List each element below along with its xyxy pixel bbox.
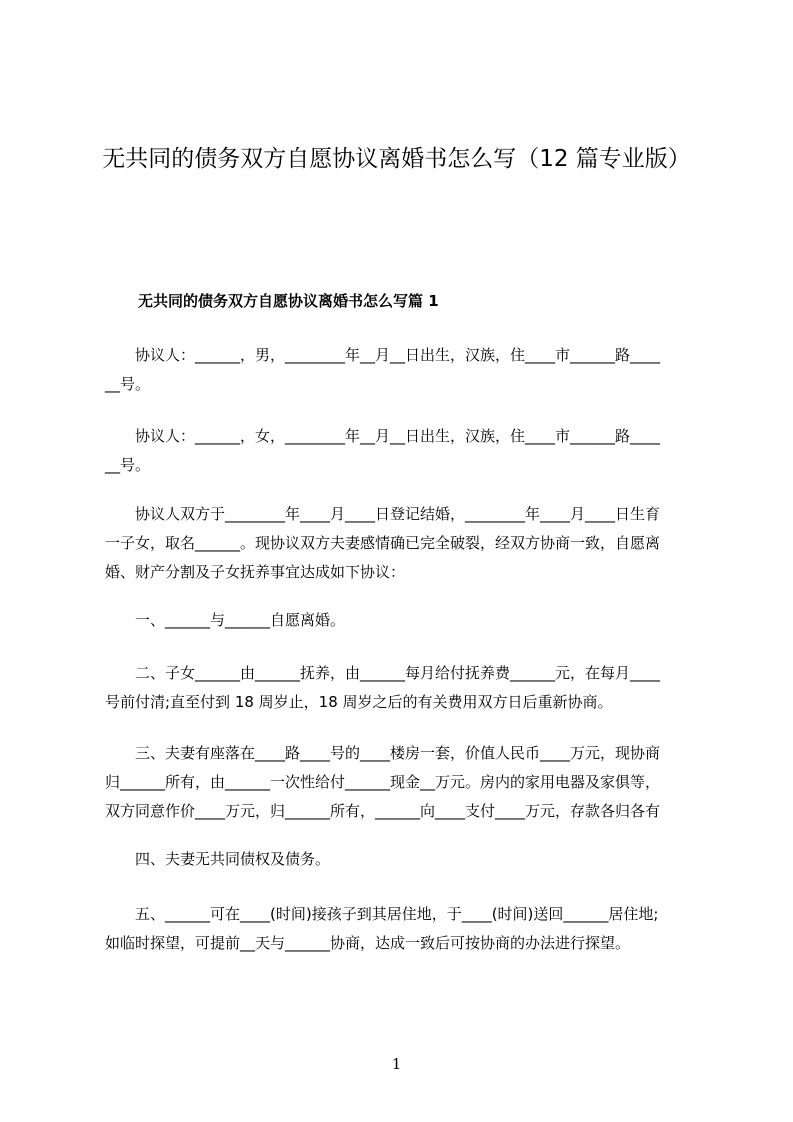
paragraph-line: 三、夫妻有座落在____路____号的____楼房一套，价值人民币____万元，现协商 <box>105 744 661 762</box>
paragraph-line: 一子女，取名______。现协议双方夫妻感情确已完全破裂，经双方协商一致，自愿离 <box>105 534 661 552</box>
paragraph-marriage-info <box>105 500 705 587</box>
paragraph-line: 如临时探望，可提前__天与______协商，达成一致后可按协商的办法进行探望。 <box>105 934 631 952</box>
paragraph-party-female <box>105 422 705 480</box>
paragraph-line: 号前付清;直至付到 18 周岁止，18 周岁之后的有关费用双方日后重新协商。 <box>105 693 613 711</box>
paragraph-line: 协议人：______，女，________年__月__日出生，汉族，住____市______路____ <box>105 427 661 445</box>
clause-5-visitation <box>105 900 705 958</box>
page-number: 1 <box>391 1055 402 1073</box>
clause-3-property <box>105 739 705 826</box>
paragraph-line: __号。 <box>105 456 151 474</box>
page-title: 无共同的债务双方自愿协议离婚书怎么写（12 篇专业版） <box>102 146 691 172</box>
paragraph-line: 协议人：______，男，________年__月__日出生，汉族，住____市______路____ <box>105 346 661 364</box>
paragraph-line: 二、子女______由______抚养，由______每月给付抚养费______元，在每月____ <box>105 664 661 682</box>
clause-1-divorce <box>105 606 705 635</box>
paragraph-line: 婚、财产分割及子女抚养事宜达成如下协议： <box>105 563 406 581</box>
clause-2-child-support <box>105 659 705 717</box>
paragraph-party-male <box>105 341 705 399</box>
clause-4-debts <box>105 845 705 874</box>
paragraph-line: __号。 <box>105 375 151 393</box>
paragraph-line: 协议人双方于________年____月____日登记结婚，________年____月____日生育 <box>105 505 661 523</box>
paragraph-line: 四、夫妻无共同债权及债务。 <box>105 850 331 868</box>
paragraph-line: 双方同意作价____万元，归______所有，______向____支付____万元，存款各归各有 <box>105 802 661 820</box>
section-heading: 无共同的债务双方自愿协议离婚书怎么写篇 1 <box>138 292 439 310</box>
paragraph-line: 归______所有，由______一次性给付______现金__万元。房内的家用电器及家俱等， <box>105 773 661 791</box>
paragraph-line: 五、______可在____(时间)接孩子到其居住地，于____(时间)送回______居住地; <box>105 905 659 923</box>
paragraph-line: 一、______与______自愿离婚。 <box>105 611 346 629</box>
